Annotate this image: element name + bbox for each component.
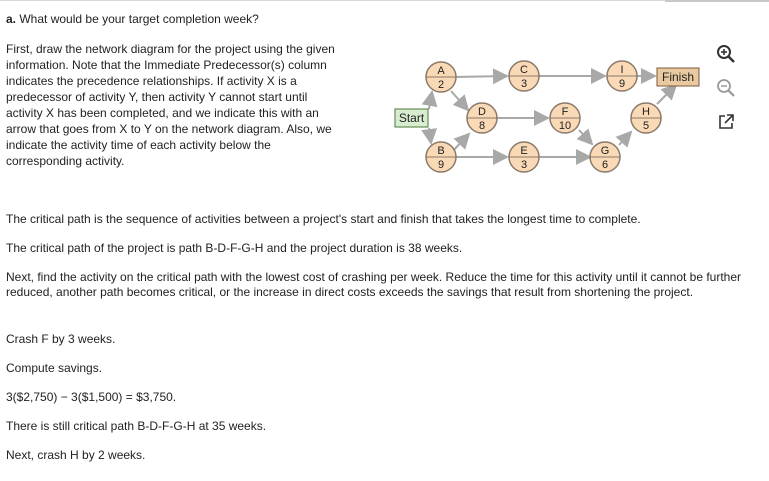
top-divider	[0, 0, 769, 4]
still-critical-note: There is still critical path B-D-F-G-H at 35 weeks.	[6, 419, 267, 433]
node-e-name: E	[520, 145, 528, 157]
savings-calculation: 3($2,750) − 3($1,500) = $3,750.	[6, 390, 177, 404]
start-node	[395, 109, 428, 127]
question-text: What would be your target completion week?	[19, 12, 259, 26]
popout-button[interactable]	[715, 111, 737, 133]
node-i-time: 9	[618, 78, 626, 90]
zoom-out-icon	[716, 78, 736, 98]
node-d-time: 8	[478, 120, 486, 132]
node-h-name: H	[642, 106, 650, 118]
compute-savings-step: Compute savings.	[6, 361, 103, 375]
critical-path-definition: The critical path is the sequence of activities between a project's start and finish that takes the longest time to complete.	[6, 212, 641, 226]
external-link-icon	[717, 113, 735, 131]
node-a	[426, 62, 456, 92]
node-e	[509, 142, 539, 172]
node-a-name: A	[437, 65, 445, 77]
node-i	[607, 61, 637, 91]
crash-f-step: Crash F by 3 weeks.	[6, 332, 116, 346]
node-b-time: 9	[437, 159, 445, 171]
node-c-name: C	[520, 64, 528, 76]
node-i-name: I	[620, 64, 624, 76]
node-f-name: F	[561, 106, 569, 118]
finish-node	[657, 68, 699, 86]
zoom-in-icon	[716, 44, 736, 64]
node-e-time: 3	[520, 159, 528, 171]
node-d	[467, 103, 497, 133]
critical-path-statement: The critical path of the project is path B-D-F-G-H and the project duration is 38 weeks.	[6, 241, 463, 255]
intro-paragraph: First, draw the network diagram for the project using the given information. Note that the Immediate Predecessor(s) column indicates the precedence relationships. If activity X is a predecessor of activity Y, then activity Y cannot start until activity X has been completed, and we indicate this with an arrow that goes from X to Y on the network diagram. Also, we indicate the activity time of each activity below the corresponding activity.	[6, 42, 335, 168]
crashing-instruction: Next, find the activity on the critical path with the lowest cost of crashing per week. Reduce the time for this activity until it cannot be further reduced, another path becomes critical, or the increase in direct costs exceeds the savings that result from shortening the project.	[6, 270, 742, 299]
finish-label: Finish	[661, 70, 695, 84]
zoom-out-button[interactable]	[715, 77, 737, 99]
node-g-name: G	[600, 145, 610, 157]
node-d-name: D	[478, 106, 486, 118]
node-f	[550, 103, 580, 133]
node-b	[426, 142, 456, 172]
question-heading	[6, 12, 259, 26]
node-g	[590, 142, 620, 172]
network-diagram	[393, 58, 713, 183]
node-a-time: 2	[437, 79, 445, 91]
question-prefix: a.	[6, 12, 17, 26]
node-c	[509, 61, 539, 91]
start-label: Start	[398, 111, 425, 125]
zoom-in-button[interactable]	[715, 43, 737, 65]
crash-h-step: Next, crash H by 2 weeks.	[6, 448, 146, 462]
node-f-time: 10	[558, 120, 572, 132]
top-right-bar	[665, 0, 769, 2]
node-h	[631, 103, 661, 133]
node-c-time: 3	[520, 78, 528, 90]
node-b-name: B	[437, 145, 445, 157]
node-h-time: 5	[642, 120, 650, 132]
node-g-time: 6	[601, 159, 609, 171]
image-toolbar	[715, 43, 739, 145]
